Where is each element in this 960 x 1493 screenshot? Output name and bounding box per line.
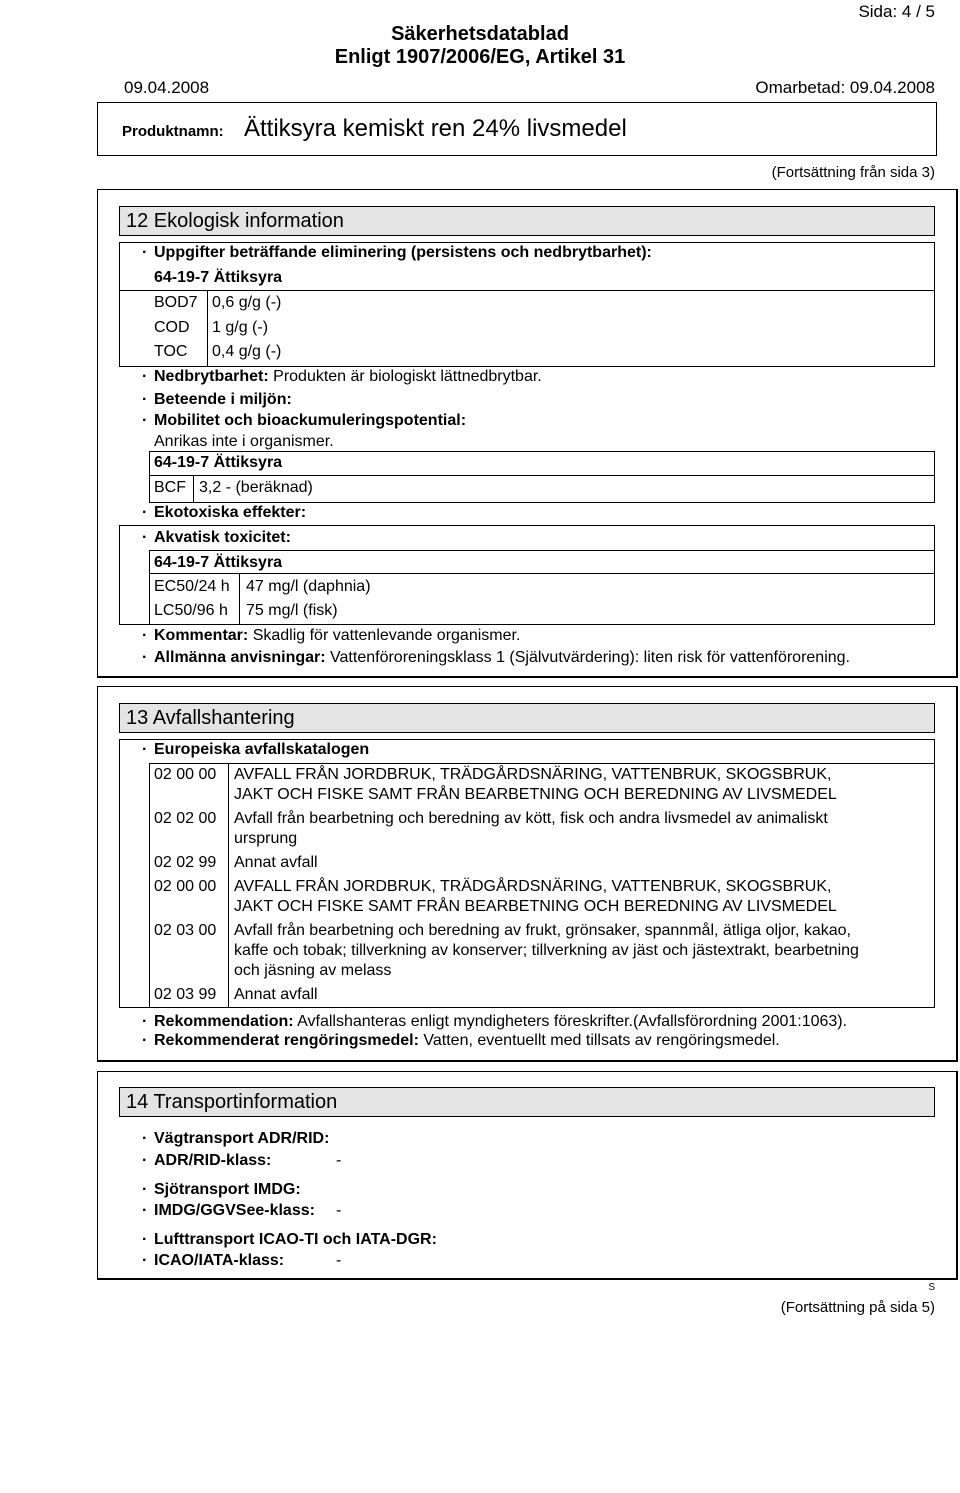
- waste-desc-3: Annat avfall: [234, 854, 318, 871]
- elim-key-bod7: BOD7: [154, 294, 198, 311]
- behaviour-label: · Beteende i miljön:: [154, 392, 292, 408]
- continued-to: (Fortsättning på sida 5): [780, 1299, 935, 1316]
- bcf-substance: 64-19-7 Ättiksyra: [154, 454, 283, 471]
- aquatic-val-lc50: 75 mg/l (fisk): [246, 602, 338, 619]
- degradability-line: [154, 369, 542, 385]
- aquatic-key-lc50: LC50/96 h: [154, 602, 228, 619]
- waste-desc-2b: ursprung: [234, 830, 298, 847]
- print-date: 09.04.2008: [124, 78, 210, 97]
- footer-mark: S: [928, 1282, 935, 1293]
- waste-desc-2a: Avfall från bearbetning och beredning av kött, fisk och andra livsmedel av animaliskt: [234, 810, 828, 827]
- product-label: Produktnamn:: [122, 123, 224, 140]
- elimination-label: · Uppgifter beträffande eliminering (persistens och nedbrytbarhet):: [154, 245, 652, 261]
- comment-value: Skadlig för vattenlevande organismer.: [252, 627, 521, 644]
- sea-transport-label: · Sjötransport IMDG:: [154, 1182, 301, 1198]
- waste-desc-1a: AVFALL FRÅN JORDBRUK, TRÄDGÅRDSNÄRING, VATTENBRUK, SKOGSBRUK,: [234, 766, 832, 783]
- waste-catalog-label: · Europeiska avfallskatalogen: [154, 742, 369, 758]
- aquatic-val-ec50: 47 mg/l (daphnia): [246, 578, 371, 595]
- aquatic-key-ec50: EC50/24 h: [154, 578, 230, 595]
- cleaning-label: Rekommenderat rengöringsmedel:: [154, 1032, 419, 1049]
- recommendation-line: [154, 1014, 847, 1030]
- recommendation-value: Avfallshanteras enligt myndigheters föreskrifter.(Avfallsförordning 2001:1063).: [297, 1013, 848, 1030]
- product-name: Ättiksyra kemiskt ren 24% livsmedel: [244, 115, 627, 142]
- document-subtitle: Enligt 1907/2006/EG, Artikel 31: [334, 46, 626, 68]
- waste-code-1: 02 00 00: [154, 766, 217, 783]
- general-value: Vattenföroreningsklass 1 (Självutvärdering): liten risk för vattenförorening.: [330, 649, 850, 666]
- elim-key-toc: TOC: [154, 343, 188, 360]
- section-14-heading: 14 Transportinformation: [119, 1087, 935, 1117]
- waste-code-5: 02 03 00: [154, 922, 217, 939]
- degradability-label: Nedbrytbarhet:: [154, 368, 269, 385]
- mobility-label: · Mobilitet och bioackumuleringspotential:: [154, 413, 466, 429]
- cleaning-value: Vatten, eventuellt med tillsats av rengöringsmedel.: [423, 1032, 780, 1049]
- bcf-table-divider: [193, 475, 194, 503]
- page-number: Sida: 4 / 5: [858, 2, 935, 21]
- continued-from: (Fortsättning från sida 3): [771, 164, 935, 181]
- waste-desc-5b: kaffe och tobak; tillverkning av konserver; tillverkning av jäst och jästextrakt, bearbetning: [234, 942, 859, 959]
- elim-val-bod7: 0,6 g/g (-): [212, 294, 282, 311]
- waste-code-6: 02 03 99: [154, 986, 217, 1003]
- ecotox-label: · Ekotoxiska effekter:: [154, 505, 306, 521]
- adr-class-value: -: [336, 1152, 342, 1169]
- recommendation-label: Rekommendation:: [154, 1013, 294, 1030]
- waste-desc-1b: JAKT OCH FISKE SAMT FRÅN BEARBETNING OCH BEREDNING AV LIVSMEDEL: [234, 786, 837, 803]
- aquatic-label: · Akvatisk toxicitet:: [154, 530, 291, 546]
- icao-class-value: -: [336, 1252, 342, 1269]
- elimination-substance: 64-19-7 Ättiksyra: [154, 269, 283, 286]
- air-transport-label: · Lufttransport ICAO-TI och IATA-DGR:: [154, 1232, 437, 1248]
- section-12-heading: 12 Ekologisk information: [119, 206, 935, 236]
- waste-desc-4b: JAKT OCH FISKE SAMT FRÅN BEARBETNING OCH BEREDNING AV LIVSMEDEL: [234, 898, 837, 915]
- general-label: Allmänna anvisningar:: [154, 649, 326, 666]
- waste-desc-5c: och jäsning av melass: [234, 962, 392, 979]
- bcf-value: 3,2 - (beräknad): [199, 479, 313, 496]
- waste-table-divider: [228, 763, 229, 1008]
- mobility-value: Anrikas inte i organismer.: [154, 433, 334, 450]
- general-line: [154, 650, 850, 666]
- waste-desc-6: Annat avfall: [234, 986, 318, 1003]
- imdg-class-label: · IMDG/GGVSee-klass:: [154, 1203, 315, 1219]
- section-13-heading: 13 Avfallshantering: [119, 703, 935, 733]
- imdg-class-value: -: [336, 1202, 342, 1219]
- waste-code-3: 02 02 99: [154, 854, 217, 871]
- comment-label: Kommentar:: [154, 627, 249, 644]
- bcf-key: BCF: [154, 479, 186, 496]
- elim-key-cod: COD: [154, 319, 190, 336]
- waste-code-4: 02 00 00: [154, 878, 217, 895]
- degradability-value: Produkten är biologiskt lättnedbrytbar.: [273, 368, 542, 385]
- elim-val-cod: 1 g/g (-): [212, 319, 269, 336]
- document-title: Säkerhetsdatablad: [391, 23, 569, 45]
- comment-line: [154, 628, 520, 644]
- elimination-table-divider: [207, 290, 208, 367]
- waste-code-2: 02 02 00: [154, 810, 217, 827]
- cleaning-line: [154, 1033, 780, 1049]
- revision-date: Omarbetad: 09.04.2008: [755, 78, 935, 97]
- waste-desc-5a: Avfall från bearbetning och beredning av frukt, grönsaker, spannmål, ätliga oljor, kakao,: [234, 922, 851, 939]
- elim-val-toc: 0,4 g/g (-): [212, 343, 282, 360]
- aquatic-substance: 64-19-7 Ättiksyra: [154, 554, 283, 571]
- icao-class-label: · ICAO/IATA-klass:: [154, 1253, 284, 1269]
- adr-class-label: · ADR/RID-klass:: [154, 1153, 271, 1169]
- road-transport-label: · Vägtransport ADR/RID:: [154, 1131, 329, 1147]
- aquatic-table-divider: [239, 573, 240, 625]
- waste-desc-4a: AVFALL FRÅN JORDBRUK, TRÄDGÅRDSNÄRING, VATTENBRUK, SKOGSBRUK,: [234, 878, 832, 895]
